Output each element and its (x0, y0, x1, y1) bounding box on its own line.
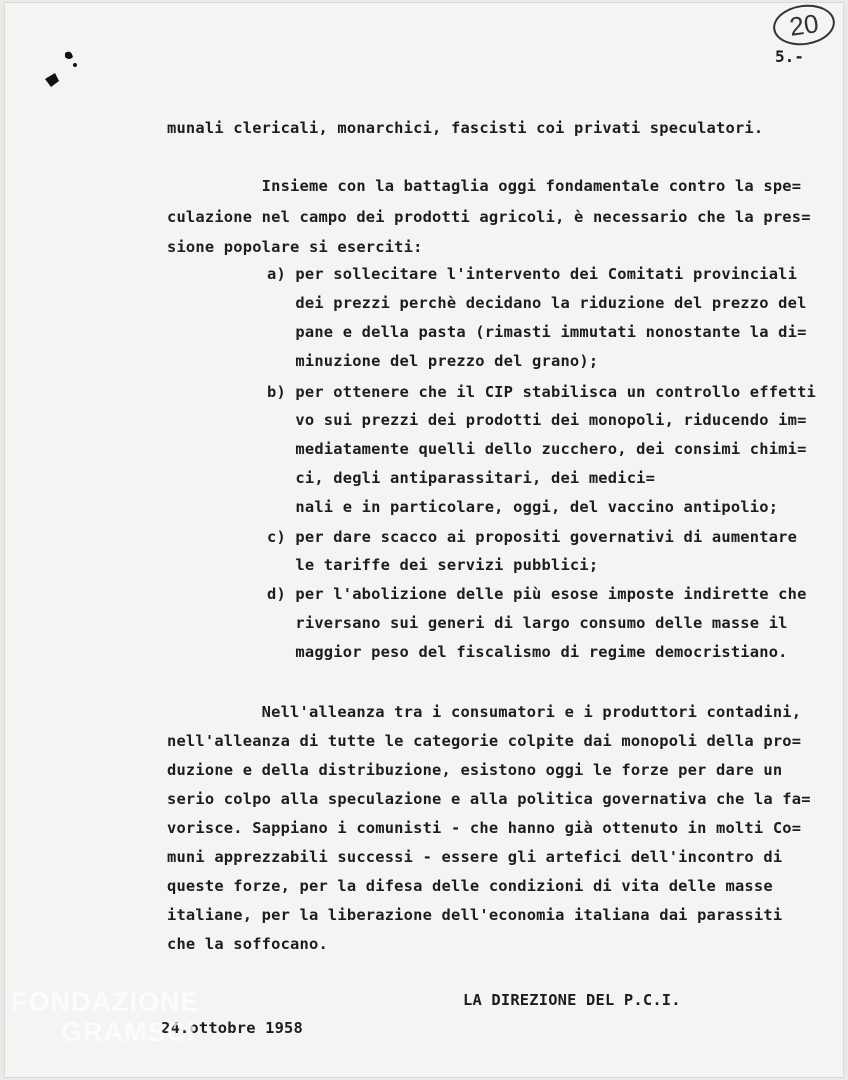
document-date: 24.ottobre 1958 (161, 1019, 303, 1037)
text-line: queste forze, per la difesa delle condizioni di vita delle masse (167, 877, 773, 895)
text-line: muni apprezzabili successi - essere gli artefici dell'incontro di (167, 848, 783, 866)
text-line: serio colpo alla speculazione e alla politica governativa che la fa= (167, 790, 811, 808)
page-number: 5.- (775, 47, 804, 66)
text-line: nali e in particolare, oggi, del vaccino antipolio; (267, 498, 779, 516)
text-line: italiane, per la liberazione dell'economia italiana dai parassiti (167, 906, 783, 924)
list-item-a: a) per sollecitare l'intervento dei Comitati provinciali (267, 265, 798, 283)
watermark-line-1: FONDAZIONE (11, 987, 200, 1017)
text-line: dei prezzi perchè decidano la riduzione del prezzo del (267, 294, 807, 312)
text-line: Insieme con la battaglia oggi fondamentale contro la spe= (167, 177, 802, 195)
list-item-c: c) per dare scacco ai propositi governativi di aumentare (267, 528, 798, 546)
text-line: duzione e della distribuzione, esistono oggi le forze per dare un (167, 761, 783, 779)
text-line: pane e della pasta (rimasti immutati nonostante la di= (267, 323, 807, 341)
ink-mark-icon (41, 47, 81, 91)
text-line: munali clericali, monarchici, fascisti coi privati speculatori. (167, 119, 764, 137)
list-item-d: d) per l'abolizione delle più esose imposte indirette che (267, 585, 807, 603)
list-item-b: b) per ottenere che il CIP stabilisca un controllo effetti (267, 383, 817, 401)
signature: LA DIREZIONE DEL P.C.I. (463, 991, 681, 1009)
text-line: sione popolare si eserciti: (167, 238, 423, 256)
document-page (4, 2, 844, 1078)
text-line: minuzione del prezzo del grano); (267, 352, 599, 370)
text-line: le tariffe dei servizi pubblici; (267, 556, 599, 574)
text-line: vo sui prezzi dei prodotti dei monopoli, riducendo im= (267, 411, 807, 429)
text-line: culazione nel campo dei prodotti agricoli, è necessario che la pres= (167, 208, 811, 226)
bleed-through-print (45, 653, 665, 733)
text-line: che la soffocano. (167, 935, 328, 953)
text-line: maggior peso del fiscalismo di regime democristiano. (267, 643, 788, 661)
watermark-logo (11, 987, 221, 1057)
text-line: mediatamente quelli dello zucchero, dei consimi chimi= (267, 440, 807, 458)
text-line: riversano sui generi di largo consumo delle masse il (267, 614, 788, 632)
text-line: ci, degli antiparassitari, dei medici= (267, 469, 656, 487)
watermark-line-2: GRAMSCI (61, 1017, 196, 1047)
text-line: nell'alleanza di tutte le categorie colpite dai monopoli della pro= (167, 732, 802, 750)
text-line: Nell'alleanza tra i consumatori e i produttori contadini, (167, 703, 802, 721)
circled-page-number: 20 (771, 1, 838, 49)
text-line: vorisce. Sappiano i comunisti - che hanno già ottenuto in molti Co= (167, 819, 802, 837)
